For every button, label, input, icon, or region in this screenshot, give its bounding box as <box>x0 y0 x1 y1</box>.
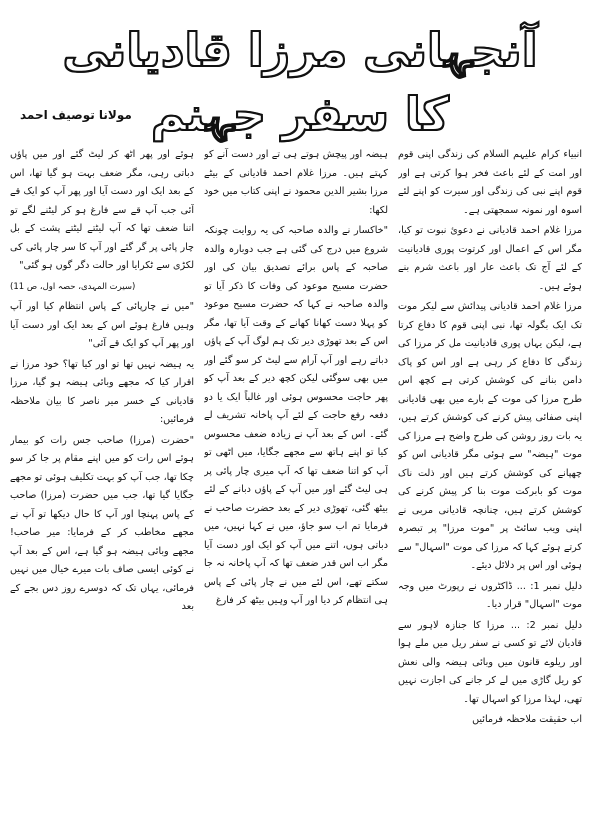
paragraph: دلیل نمبر 2: ... مرزا کا جنازہ لاہور سے قادیان لائے تو کسی نے سفر ریل میں ملے ہوا اور ریلوے قانون میں وبائی ہیضہ والی نعش کو ریل گاڑی میں لے کر جانے کی اجازت نہیں تھی، لہذا مرزا کو اسہال تھا۔ <box>398 619 582 705</box>
paragraph: مرزا غلام احمد قادیانی نے دعوئ نبوت تو کیا، مگر اس کے اعمال اور کرتوت پوری قادیانیت کے لئے آج تک باعث عار اور باعث شرم بنے ہوئے ہیں۔ <box>398 225 582 292</box>
quote-paragraph: "خاکسار نے والدہ صاحبہ کی یہ روایت چونکہ شروع میں درج کی گئی ہے جب دوبارہ والدہ صاحبہ کے پاس برائے تصدیق بیان کی اور حضرت مسیح موعود کی وفات کا ذکر آیا تو والدہ صاحبہ نے کہا کہ حضرت مسیح موعود کو پہلا دست کھانا کھانے کے وقت آیا تھا، مگر اس کے بعد تھوڑی دیر تک ہم لوگ آپ کے پاؤں دباتے رہے اور آپ آرام سے لیٹ کر سو گئے اور میں بھی سوگئی لیکن کچھ دیر کے بعد آپ کو پھر حاجت محسوس ہوئی اور غالباً ایک یا دو دفعہ رفع حاجت کے لئے آپ پاخانہ تشریف لے گئے۔ اس کے بعد آپ نے زیادہ ضعف محسوس کیا تو اپنے ہاتھ سے مجھے جگایا، میں اٹھی تو آپ کو اتنا ضعف تھا کہ آپ میری چار پائی پر ہی لیٹ گئے اور میں آپ کے پاؤں دبانے کے لئے بیٹھ گئی، تھوڑی دیر کے بعد حضرت صاحب نے فرمایا تم اب سو جاؤ، میں نے کہا نہیں، میں دباتی ہوں، اتنے میں آپ کو ایک اور دست آیا مگر اب اس قدر ضعف تھا کہ آپ پاخانہ نہ جا سکتے تھے، اس لئے میں نے چار پائی کے پاس ہی انتظام کر دیا اور آپ وہیں بیٹھ کر فارغ <box>204 225 388 606</box>
quote-paragraph: "حضرت (مرزا) صاحب جس رات کو بیمار ہوئے اس رات کو میں اپنے مقام پر جا کر سو چکا تھا، جب آپ کو بہت تکلیف ہوئی تو مجھے جگایا گیا تھا، جب میں حضرت (مرزا) صاحب کے پاس پہنچا اور آپ کا حال دیکھا تو آپ نے مجھے مخاطب کر کے فرمایا: میر صاحب! مجھے وبائی ہیضہ ہو گیا ہے، اس کے بعد آپ نے کوئی ایسی صاف بات میرے خیال میں نہیں فرمائی، یہاں تک کہ دوسرے روز دس بجے کے بعد <box>10 434 194 612</box>
paragraph: مرزا غلام احمد قادیانی پیدائش سے لیکر موت تک ایک بگولہ تھا، نبی اپنی قوم کا دفاع کرتا ہے، لیکن یہاں پوری قادیانیت مل کر مرزا کی زندگی کا دفاع کر رہی ہے اور اس کو پاک دامن بنانے کی کوشش کرتی ہے کچھ اس طرح مرزا کی موت کے بارے میں بھی قادیانی اپنی صفائی پیش کرنے کی کوشش کرتے ہیں، یہ بات روز روشن کی طرح واضح ہے مرزا کی موت "ہیضہ" سے ہوئی مگر قادیانی اس کو چھپانے کی کوشش کرتے ہیں اور ذلت ناک موت کو بابرکت موت بنا کر پیش کرنے کی کوشش کرتے ہیں، چنانچہ قادیانی مربی نے اپنی ویب سائٹ پر "موت مرزا" پر تبصرہ کرتے ہوئے کہا کہ مرزا کی موت "اسہال" سے ہوئی اور اس پر دلائل دیئے۔ <box>398 301 582 571</box>
author-byline: مولانا توصیف احمد <box>20 108 132 122</box>
column-right <box>398 146 582 826</box>
quote-paragraph: "میں نے چارپائی کے پاس انتظام کیا اور آپ وہیں فارغ ہوئے اس کے بعد ایک اور دست آیا اور پھر آپ کو ایک قے آئی" <box>10 301 194 349</box>
paragraph: انبیاء کرام علیہم السلام کی زندگی اپنی قوم اور امت کے لئے باعث فخر ہوا کرتی ہے اور قوم اپنے نبی کی زندگی اور سیرت کو اپنے لئے اسوہ اور نمونہ سمجھتی ہے۔ <box>398 149 582 216</box>
headline: آنجہانی مرزا قادیانی کا سفر جہنم <box>62 23 538 141</box>
paragraph: ہیضہ اور پیچش ہوتے ہی تے اور دست آنے کو کہتے ہیں۔ مرزا غلام احمد قادیانی کے بیٹے مرزا بشیر الدین محمود نے اپنی کتاب میں خود لکھا: <box>204 149 388 216</box>
paragraph: یہ ہیضہ نہیں تھا تو اور کیا تھا؟ خود مرزا نے اقرار کیا کہ مجھے وبائی ہیضہ ہو گیا، مرزا قادیانی کے خسر میر ناصر کا بیان ملاحظہ فرمائیں: <box>10 358 194 425</box>
article-columns <box>10 146 582 826</box>
column-middle <box>204 146 388 826</box>
paragraph: اب حقیقت ملاحظہ فرمائیں <box>472 714 582 725</box>
quote-paragraph: ہوئے اور پھر اٹھ کر لیٹ گئے اور میں پاؤں دباتی رہی، مگر ضعف بہت ہو گیا تھا، اس کے بعد ایک اور دست آیا اور پھر آپ کو ایک قے آئی جب آپ قے سے فارغ ہو کر لیٹنے لگے تو اتنا ضعف تھا کہ آپ لیٹتے لیٹتے پشت کے بل چار پائی پر گر گئے اور آپ کا سر چار پائی کی لکڑی سے ٹکرایا اور حالت دگر گوں ہو گئی" <box>10 149 194 271</box>
citation: (سیرت المہدی، حصہ اول، ص 11) <box>10 281 136 292</box>
paragraph: دلیل نمبر 1: ... ڈاکٹروں نے رپورٹ میں وجہ موت "اسہال" قرار دیا۔ <box>398 580 582 610</box>
column-left <box>10 146 194 826</box>
